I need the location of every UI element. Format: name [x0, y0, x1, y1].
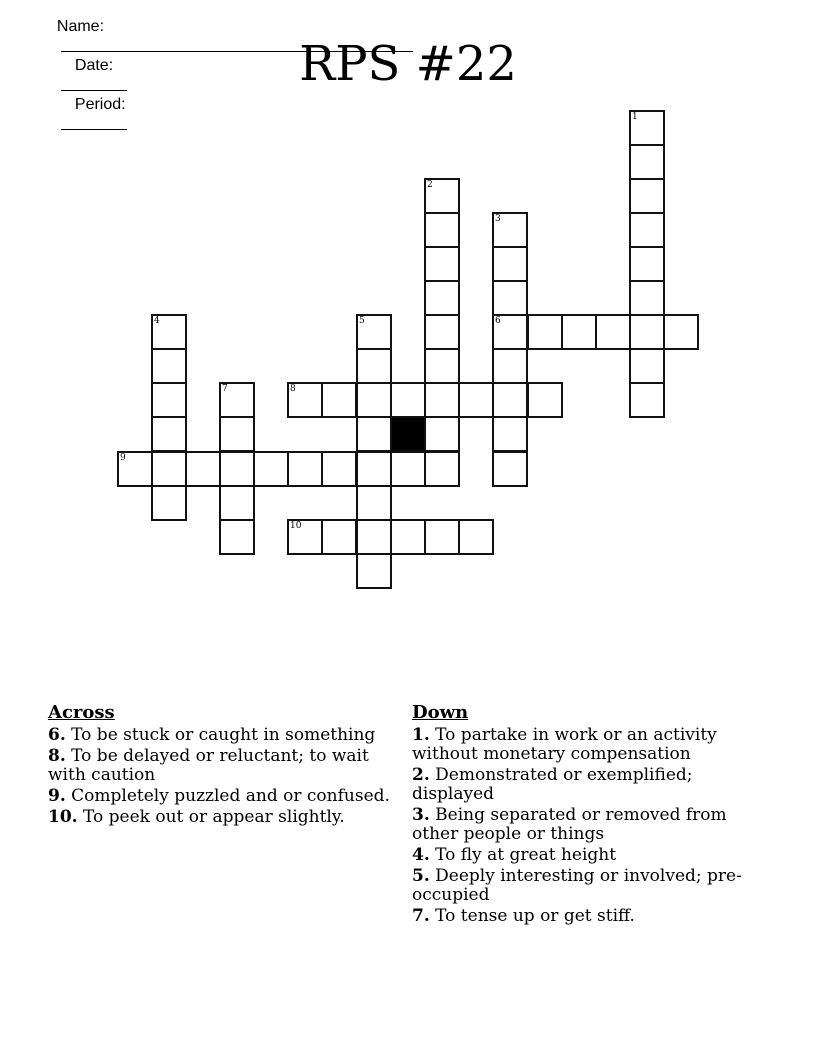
grid-cell[interactable]	[321, 451, 357, 487]
grid-cell[interactable]	[629, 280, 665, 316]
grid-cell[interactable]	[492, 280, 528, 316]
grid-cell[interactable]	[492, 314, 528, 350]
clue-number: 1	[632, 112, 638, 122]
grid-cell[interactable]	[424, 212, 460, 248]
clue-number: 8	[290, 384, 296, 394]
name-label: Name:	[56, 18, 105, 35]
grid-cell[interactable]	[151, 485, 187, 521]
clue-item	[412, 846, 757, 865]
down-heading: Down	[412, 702, 469, 723]
grid-cell[interactable]	[458, 382, 494, 418]
grid-cell[interactable]	[151, 382, 187, 418]
page-title: RPS #22	[299, 36, 517, 92]
grid-cell[interactable]	[390, 382, 426, 418]
grid-cell[interactable]	[424, 451, 460, 487]
grid-cell[interactable]	[629, 246, 665, 282]
date-label: Date:	[74, 57, 114, 74]
grid-cell[interactable]	[219, 416, 255, 452]
grid-cell[interactable]	[424, 382, 460, 418]
clue-item	[412, 806, 757, 844]
across-clues	[48, 702, 393, 829]
grid-cell[interactable]	[151, 416, 187, 452]
grid-cell[interactable]	[492, 382, 528, 418]
across-clue-list	[48, 726, 393, 827]
grid-cell[interactable]	[185, 451, 221, 487]
grid-cell[interactable]	[629, 110, 665, 146]
clue-text: Being separated or removed from other people or things	[412, 805, 727, 844]
grid-cell[interactable]	[492, 416, 528, 452]
clue-number: 2.	[412, 765, 430, 785]
grid-cell[interactable]	[356, 416, 392, 452]
period-label: Period:	[74, 96, 126, 113]
grid-cell[interactable]	[663, 314, 699, 350]
clue-number: 1.	[412, 725, 430, 745]
grid-cell[interactable]	[595, 314, 631, 350]
grid-cell[interactable]	[151, 451, 187, 487]
clue-item	[48, 747, 393, 785]
grid-cell[interactable]	[629, 314, 665, 350]
grid-cell[interactable]	[492, 451, 528, 487]
grid-cell[interactable]	[321, 519, 357, 555]
grid-cell[interactable]	[561, 314, 597, 350]
grid-cell[interactable]	[424, 348, 460, 384]
grid-cell[interactable]	[424, 280, 460, 316]
grid-cell[interactable]	[492, 212, 528, 248]
grid-cell[interactable]	[527, 382, 563, 418]
clue-text: To peek out or appear slightly.	[77, 807, 345, 827]
grid-cell[interactable]	[151, 348, 187, 384]
clue-item	[412, 726, 757, 764]
clue-item	[412, 907, 757, 926]
grid-cell[interactable]	[356, 451, 392, 487]
grid-cell[interactable]	[356, 519, 392, 555]
grid-cell[interactable]	[253, 451, 289, 487]
clue-text: To fly at great height	[429, 845, 617, 865]
grid-cell[interactable]	[424, 246, 460, 282]
clue-text: To partake in work or an activity without monetary compensation	[412, 725, 717, 764]
grid-cell[interactable]	[287, 382, 323, 418]
clue-number: 5.	[412, 866, 430, 886]
grid-cell[interactable]	[356, 553, 392, 589]
grid-cell[interactable]	[424, 519, 460, 555]
clue-text: Deeply interesting or involved; pre-occupied	[412, 866, 742, 905]
grid-cell[interactable]	[424, 178, 460, 214]
clue-number: 10.	[48, 807, 78, 827]
grid-cell[interactable]	[117, 451, 153, 487]
grid-cell[interactable]	[424, 314, 460, 350]
clue-number: 7	[222, 384, 228, 394]
clue-text: Completely puzzled and or confused.	[65, 786, 390, 806]
clue-text: To be stuck or caught in something	[65, 725, 376, 745]
grid-cell[interactable]	[629, 144, 665, 180]
clue-number: 10	[290, 521, 302, 531]
clue-number: 9.	[48, 786, 66, 806]
clue-item	[48, 787, 393, 806]
down-clues	[412, 702, 757, 928]
clue-text: To tense up or get stiff.	[429, 906, 635, 926]
clue-number: 3	[495, 214, 501, 224]
clue-number: 7.	[412, 906, 430, 926]
grid-cell[interactable]	[151, 314, 187, 350]
clue-number: 8.	[48, 746, 66, 766]
grid-cell[interactable]	[219, 485, 255, 521]
clue-number: 2	[427, 180, 433, 190]
clue-number: 3.	[412, 805, 430, 825]
grid-cell[interactable]	[356, 382, 392, 418]
grid-cell[interactable]	[424, 416, 460, 452]
clue-number: 9	[120, 453, 126, 463]
down-clue-list	[412, 726, 757, 926]
grid-cell[interactable]	[219, 382, 255, 418]
grid-cell[interactable]	[287, 519, 323, 555]
grid-cell[interactable]	[356, 314, 392, 350]
clue-item	[412, 766, 757, 804]
grid-cell[interactable]	[390, 451, 426, 487]
grid-cell[interactable]	[492, 246, 528, 282]
grid-cell[interactable]	[390, 519, 426, 555]
clue-number: 6	[495, 316, 501, 326]
grid-cell[interactable]	[629, 178, 665, 214]
grid-cell[interactable]	[629, 212, 665, 248]
grid-cell[interactable]	[458, 519, 494, 555]
clue-number: 6.	[48, 725, 66, 745]
clue-item	[412, 867, 757, 905]
grid-cell[interactable]	[629, 382, 665, 418]
clue-item	[48, 808, 393, 827]
grid-cell[interactable]	[527, 314, 563, 350]
clue-text: Demonstrated or exemplified; displayed	[412, 765, 693, 804]
clue-item	[48, 726, 393, 745]
grid-cell[interactable]	[321, 382, 357, 418]
grid-cell[interactable]	[356, 348, 392, 384]
across-heading: Across	[48, 702, 115, 723]
grid-cell[interactable]	[287, 451, 323, 487]
black-cell	[390, 416, 426, 452]
clue-number: 5	[359, 316, 365, 326]
clue-number: 4.	[412, 845, 430, 865]
grid-cell[interactable]	[492, 348, 528, 384]
grid-cell[interactable]	[356, 485, 392, 521]
clue-text: To be delayed or reluctant; to wait with caution	[48, 746, 369, 785]
grid-cell[interactable]	[219, 451, 255, 487]
clue-number: 4	[154, 316, 160, 326]
grid-cell[interactable]	[629, 348, 665, 384]
grid-cell[interactable]	[219, 519, 255, 555]
